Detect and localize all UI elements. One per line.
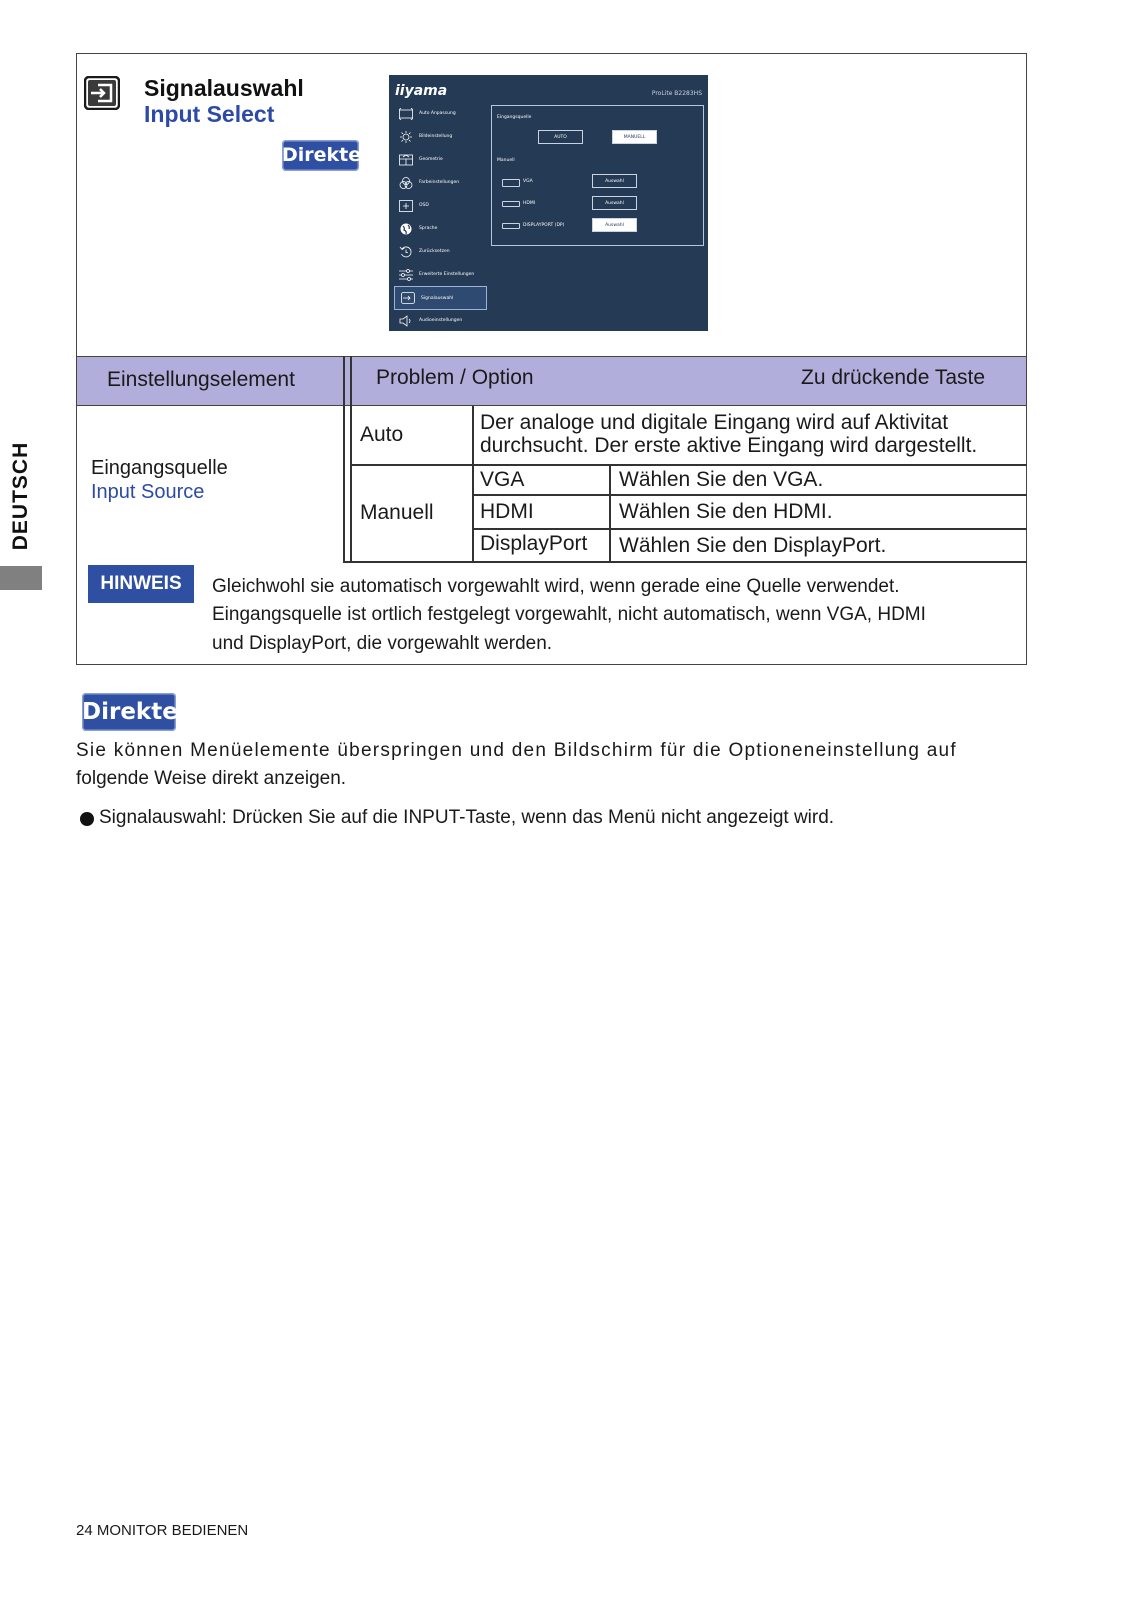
osd-menu-item: Audioeinstellungen — [399, 312, 491, 330]
body-paragraph: Sie können Menüelemente überspringen und den Bildschirm für die Optioneneinstellung auf — [76, 740, 957, 761]
setting-item-name-english: Input Source — [91, 481, 205, 503]
table-divider — [472, 528, 1027, 530]
auto-description: durchsucht. Der erste aktive Eingang wird dargestellt. — [480, 434, 978, 457]
input-icon — [401, 292, 415, 304]
model-name: ProLite B2283HS — [651, 90, 702, 97]
table-divider — [472, 494, 1027, 496]
input-select-icon — [84, 76, 120, 110]
globe-icon — [399, 223, 413, 235]
osd-menu-item: Geometrie — [399, 151, 491, 169]
source-name: HDMI — [523, 201, 536, 206]
table-divider — [343, 356, 345, 563]
osd-menu-item: Auto Anpassung — [399, 105, 491, 123]
page-footer: 24 MONITOR BEDIENEN — [76, 1522, 249, 1539]
osd-input-panel — [491, 105, 704, 246]
displayport-port-icon — [502, 223, 520, 229]
table-row-description: Wählen Sie den DisplayPort. — [619, 534, 887, 557]
note-badge: HINWEIS — [88, 565, 194, 603]
setting-item-name: Eingangsquelle — [91, 457, 228, 479]
table-row-option: VGA — [480, 468, 525, 491]
bullet-icon — [80, 812, 94, 826]
brightness-icon — [399, 131, 413, 143]
table-row-description: Wählen Sie den HDMI. — [619, 500, 833, 523]
table-divider — [343, 561, 1027, 563]
option-auto: Auto — [360, 423, 404, 446]
side-tab-bar — [0, 566, 42, 590]
auto-adjust-icon — [399, 108, 413, 120]
osd-menu-item: OSD — [399, 197, 491, 215]
osd-icon — [399, 200, 413, 212]
table-row-option: DisplayPort — [480, 532, 588, 555]
source-name: DISPLAYPORT (DP) — [523, 223, 565, 228]
source-name: VGA — [523, 179, 533, 184]
table-divider — [350, 464, 1027, 466]
brand-logo: iiyama — [395, 83, 448, 99]
body-paragraph: folgende Weise direkt anzeigen. — [76, 768, 347, 789]
table-row-option: HDMI — [480, 500, 534, 523]
osd-manual-button: MANUELL — [612, 130, 657, 144]
osd-auto-button: AUTO — [538, 130, 583, 144]
auto-description: Der analoge und digitale Eingang wird auf Aktivitat — [480, 411, 949, 434]
panel-title: Eingangsquelle — [497, 115, 532, 120]
hdmi-port-icon — [502, 201, 520, 207]
osd-menu-item-selected: Signalauswahl — [394, 286, 487, 310]
header-key: Zu drückende Taste — [801, 366, 986, 389]
osd-menu-item: Zurücksetzen — [399, 243, 491, 261]
osd-select-button: Auswahl — [592, 196, 637, 210]
direct-badge: Direkte — [282, 140, 359, 171]
header-problem-option: Problem / Option — [376, 366, 534, 389]
header-setting-item: Einstellungselement — [107, 368, 295, 391]
note-text: und DisplayPort, die vorgewahlt werden. — [212, 633, 553, 654]
osd-menu-item: Sprache — [399, 220, 491, 238]
note-text: Eingangsquelle ist ortlich festgelegt vorgewahlt, nicht automatisch, wenn VGA, HDMI — [212, 604, 926, 625]
language-side-tab — [0, 440, 42, 552]
bullet-text: Signalauswahl: Drücken Sie auf die INPUT-Taste, wenn das Menü nicht angezeigt wird. — [99, 807, 835, 828]
note-text: Gleichwohl sie automatisch vorgewahlt wird, wenn gerade eine Quelle verwendet. — [212, 576, 900, 597]
osd-menu-item: Farbeinstellungen — [399, 174, 491, 192]
geometry-icon — [399, 154, 413, 166]
table-divider — [609, 464, 611, 563]
osd-screenshot — [389, 75, 708, 331]
panel-manual-label: Manuell — [497, 158, 515, 163]
sliders-icon — [399, 269, 413, 281]
table-row-description: Wählen Sie den VGA. — [619, 468, 824, 491]
osd-select-button: Auswahl — [592, 174, 637, 188]
osd-menu-item: Erweiterte Einstellungen — [399, 266, 491, 284]
table-divider — [472, 406, 474, 563]
color-icon — [399, 177, 413, 189]
osd-menu-item: Bildeinstellung — [399, 128, 491, 146]
table-divider — [350, 356, 352, 563]
page-title: Signalauswahl — [144, 75, 304, 101]
vga-port-icon — [502, 179, 520, 187]
option-manual: Manuell — [360, 501, 434, 524]
direct-badge-section: Direkte — [82, 693, 176, 731]
page-title-english: Input Select — [144, 101, 275, 127]
language-label: DEUTSCH — [9, 441, 32, 551]
osd-select-button: Auswahl — [592, 218, 637, 232]
speaker-icon — [399, 315, 413, 327]
reset-icon — [399, 246, 413, 258]
